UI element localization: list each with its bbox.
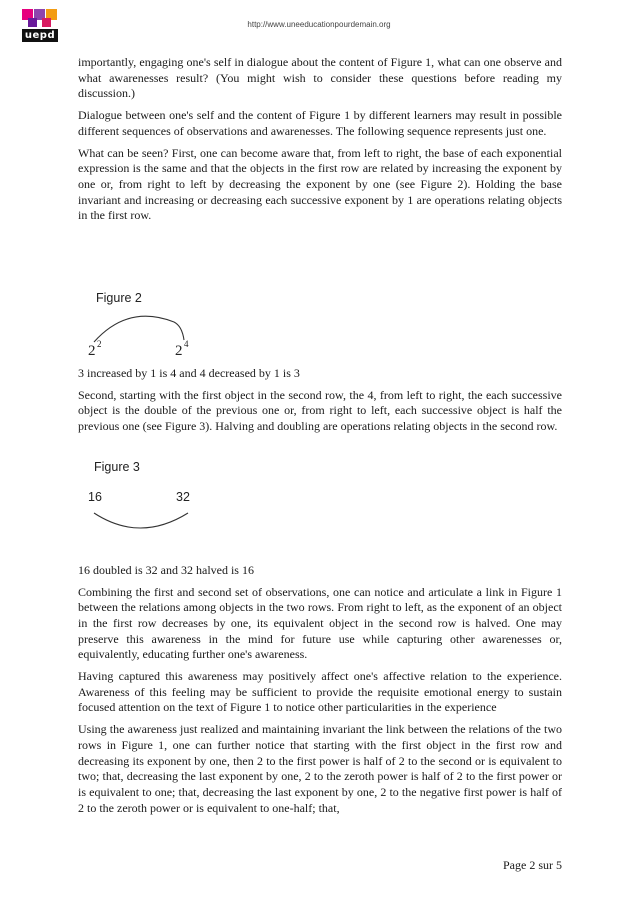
figure-2 xyxy=(78,230,562,360)
figure-3 xyxy=(78,441,562,559)
paragraph-9: Using the awareness just realized and maintaining invariant the link between the relations of the two rows in Figure 1, one can further notice that starting with the first object in the first row and decreasing its exponent by one, then 2 to the first power is half of 2 to the second or is equivalent to two; that, decreasing the last exponent by one, 2 to the zeroth power is half of 2 to the first power or is equivalent to one; that, decreasing the last exponent by one, 2 to the negative first power is half of 2 to the zeroth power or is equivalent to one-half; that, xyxy=(78,722,562,815)
paragraph-5: Second, starting with the first object in the second row, the 4, from left to right, the each successive object is the double of the previous one or, from right to left, each successive object is half the previous one (see Figure 3). Halving and doubling are operations relating objects in the second row. xyxy=(78,387,562,434)
figure-3-title: Figure 3 xyxy=(94,459,140,474)
paragraph-2: Dialogue between one's self and the content of Figure 1 by different learners may result in possible different sequences of observations and awarenesses. The following sequence represents just one. xyxy=(78,108,562,138)
figure-2-right-exponent: 4 xyxy=(184,339,189,350)
header-url: http://www.uneeducationpourdemain.org xyxy=(247,20,391,29)
paragraph-4: 3 increased by 1 is 4 and 4 decreased by 1 is 3 xyxy=(78,366,300,381)
paragraph-3: What can be seen? First, one can become aware that, from left to right, the base of each exponential expression is the same and that the objects in the first row are related by increasing the exponent by one or, from right to left by decreasing the exponent by one (see Figure 2). Holding the base invariant and increasing or decreasing each successive exponent by 1 are operations relating objects in the first row. xyxy=(78,145,562,223)
paragraph-7: Combining the first and second set of observations, one can notice and articulate a link in Figure 1 between the relations among objects in the two rows. From right to left, as the exponent of an object in the first row decreases by one, its equivalent object in the second row is halved. One may preserve this awareness in the mind for future use while capturing other awarenesses or, equivalently, educating further one's awareness. xyxy=(78,584,562,662)
paragraph-6: 16 doubled is 32 and 32 halved is 16 xyxy=(78,562,254,577)
paragraph-8: Having captured this awareness may positively affect one's affective relation to the experience. Awareness of this feeling may be sufficient to provide the requisite emotional energy to sustain focused attention on the text of Figure 1 to notice other particularities in the experience xyxy=(78,669,562,715)
page-content xyxy=(78,55,562,822)
figure-3-left-value: 16 xyxy=(88,489,102,504)
figure-2-right-base: 2 xyxy=(175,343,183,360)
logo-text: uepd xyxy=(22,29,58,42)
page-number: Page 2 sur 5 xyxy=(503,858,562,872)
figure-3-right-value: 32 xyxy=(176,489,190,504)
figure-2-arc xyxy=(94,316,184,342)
figure-2-graphic xyxy=(78,230,278,360)
figure-3-arc xyxy=(94,513,188,528)
figure-2-title: Figure 2 xyxy=(96,291,142,306)
figure-3-graphic xyxy=(78,441,278,559)
figure-2-left-exponent: 2 xyxy=(97,339,102,350)
paragraph-1: importantly, engaging one's self in dialogue about the content of Figure 1, what can one observe and what awarenesses result? (You might wish to consider these questions before reading my discussion.) xyxy=(78,55,562,101)
figure-2-left-base: 2 xyxy=(88,343,96,360)
